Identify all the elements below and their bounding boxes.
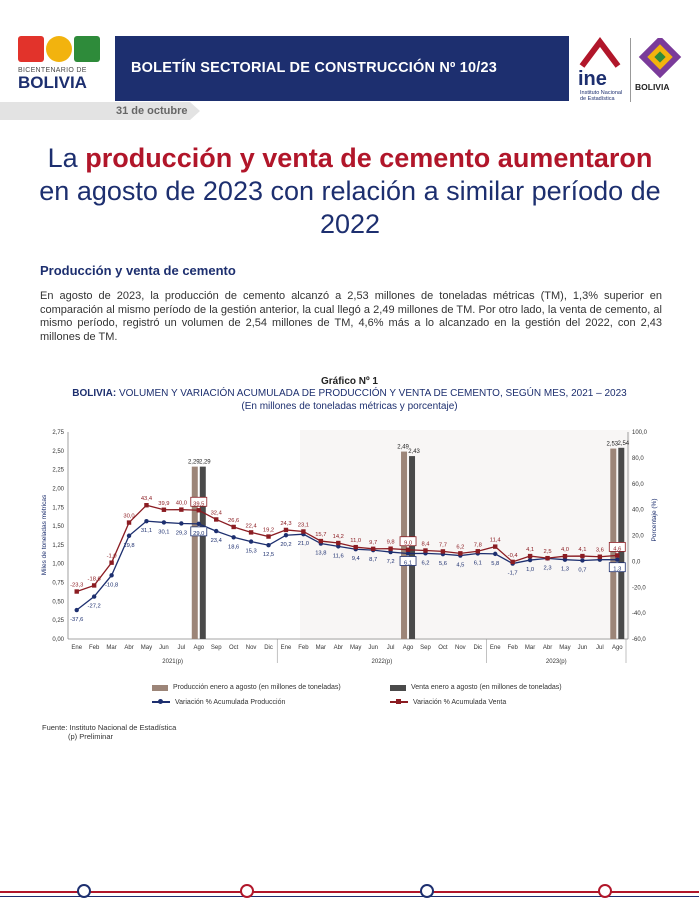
- y-left-tick-label: 0,00: [52, 637, 64, 643]
- legend-produccion-bar: [152, 684, 341, 691]
- footer-icon: [598, 884, 612, 898]
- x-tick-label: Ago: [611, 645, 623, 651]
- point-produccion: [162, 520, 166, 524]
- point-produccion: [528, 558, 532, 562]
- x-tick-label: Jul: [386, 645, 395, 651]
- point-venta: [284, 528, 288, 532]
- point-venta: [441, 549, 445, 553]
- x-tick-label: Sep: [420, 645, 431, 651]
- x-tick-label: Dic: [264, 645, 273, 651]
- x-tick-label: Oct: [228, 645, 239, 651]
- point-label-venta: 30,0: [123, 513, 135, 520]
- point-produccion: [580, 558, 584, 562]
- point-venta: [528, 554, 532, 558]
- y-left-tick-label: 1,75: [52, 505, 64, 512]
- legend-line-produccion: [152, 698, 170, 706]
- headline: [30, 142, 670, 241]
- legend-label: Variación % Acumulada Venta: [413, 698, 507, 706]
- bar-label-venta: 2,43: [408, 449, 420, 456]
- point-label-venta: 39,5: [193, 501, 205, 508]
- point-produccion: [266, 543, 270, 547]
- year-label: 2022(p): [371, 659, 393, 665]
- x-tick-label: Jul: [596, 645, 604, 651]
- point-label-venta: 8,4: [421, 541, 430, 548]
- point-venta: [231, 525, 235, 529]
- x-tick-label: Feb: [507, 645, 518, 651]
- point-venta: [458, 551, 462, 555]
- point-venta: [197, 508, 201, 512]
- legend-swatch-produccion: [152, 685, 168, 691]
- point-label-venta: 15,7: [315, 532, 327, 539]
- point-label-venta: 43,4: [140, 496, 153, 503]
- y-left-tick-label: 0,75: [52, 580, 64, 587]
- headline-highlight: producción y venta de cemento aumentaron: [85, 143, 653, 173]
- point-label-produccion: 4,5: [456, 562, 465, 569]
- publication-date: 31 de octubre: [116, 105, 188, 117]
- point-label-produccion: 6,2: [421, 560, 430, 567]
- source-note: [42, 723, 176, 741]
- point-label-produccion: 21,0: [297, 541, 310, 548]
- point-produccion: [284, 533, 288, 537]
- point-label-venta: 9,7: [369, 539, 378, 546]
- point-venta: [510, 560, 514, 564]
- point-label-produccion: 7,2: [386, 559, 395, 566]
- point-label-venta: 22,4: [245, 523, 257, 530]
- x-tick-label: Ene: [280, 645, 292, 651]
- ine-logo: [578, 36, 624, 102]
- point-produccion: [615, 557, 619, 561]
- bicentenario-logo: [18, 36, 106, 98]
- point-label-venta: 11,4: [489, 537, 501, 544]
- graph-number: Gráfico Nº 1: [320, 376, 378, 387]
- point-venta: [476, 549, 480, 553]
- year-label: 2021(p): [162, 659, 183, 665]
- point-produccion: [214, 529, 218, 533]
- bar-label-venta: 2,29: [198, 459, 211, 466]
- point-label-venta: 2,5: [543, 549, 552, 556]
- point-label-produccion: 29,0: [193, 530, 205, 537]
- x-tick-label: Sep: [210, 645, 222, 651]
- legend-venta-line: [390, 698, 506, 706]
- bolivia-emblem: [630, 38, 686, 102]
- legend-label: Venta enero a agosto (en millones de toneladas): [411, 684, 562, 691]
- logo-square-red: [18, 36, 44, 62]
- bar-venta: [200, 467, 206, 639]
- point-produccion: [127, 534, 131, 538]
- point-venta: [319, 539, 323, 543]
- point-label-venta: 39,9: [158, 500, 170, 507]
- point-venta: [336, 541, 340, 545]
- point-label-venta: 4,1: [526, 547, 535, 554]
- bar-produccion: [192, 467, 198, 639]
- point-label-venta: 7,7: [438, 542, 447, 549]
- point-label-produccion: 2,3: [543, 565, 552, 572]
- legend-produccion-line: [152, 698, 285, 706]
- footer-icon: [240, 884, 254, 898]
- y-right-tick-label: 0,0: [632, 559, 641, 566]
- y-right-tick-label: -20,0: [632, 585, 646, 592]
- point-label-produccion: 18,6: [228, 544, 240, 551]
- point-label-venta: 4,1: [578, 547, 587, 554]
- point-venta: [598, 555, 602, 559]
- point-venta: [127, 520, 131, 524]
- y-left-tick-label: 0,25: [52, 618, 64, 625]
- y-left-tick-label: 2,50: [52, 448, 64, 455]
- ine-subtitle: Instituto Nacional de Estadística: [580, 90, 623, 102]
- point-venta: [75, 589, 79, 593]
- y-right-tick-label: -60,0: [632, 637, 646, 643]
- point-label-venta: 9,0: [404, 540, 413, 547]
- bolivia-text: BOLIVIA: [635, 82, 670, 92]
- headline-part2: en agosto de 2023 con relación a similar período de 2022: [39, 176, 661, 239]
- graph-subtitle: (En millones de toneladas métricas y porcentaje): [241, 401, 458, 412]
- x-tick-label: Dic: [473, 645, 483, 651]
- logo-subtitle: BICENTENARIO DE: [18, 67, 87, 74]
- y-right-tick-label: 100,0: [632, 430, 648, 436]
- source-line: Fuente: Instituto Nacional de Estadística: [42, 723, 177, 732]
- y-right-axis-title: Porcentaje (%): [651, 498, 658, 542]
- bar-label-venta: 2,54: [617, 440, 630, 447]
- x-tick-label: May: [140, 645, 153, 651]
- legend-label: Variación % Acumulada Producción: [175, 698, 286, 706]
- point-produccion: [75, 608, 79, 612]
- y-right-tick-label: 80,0: [632, 455, 644, 462]
- point-venta: [144, 503, 148, 507]
- point-venta: [545, 556, 549, 560]
- y-right-tick-label: 60,0: [632, 481, 644, 488]
- y-left-tick-label: 2,00: [52, 486, 64, 493]
- point-label-produccion: 12,5: [262, 552, 275, 559]
- wiphala-icon: [635, 38, 685, 78]
- point-label-venta: -23,3: [70, 582, 84, 589]
- point-venta: [563, 554, 567, 558]
- point-produccion: [231, 535, 235, 539]
- graph-title: [0, 388, 699, 399]
- date-tab: [0, 102, 200, 120]
- graph-title-bold: BOLIVIA:: [72, 388, 117, 399]
- point-label-venta: 11,0: [350, 538, 362, 545]
- footer-line-blue: [0, 896, 699, 897]
- point-label-venta: 24,3: [280, 520, 292, 527]
- point-label-produccion: 1,3: [560, 566, 569, 573]
- x-tick-label: Oct: [438, 645, 448, 651]
- x-tick-label: May: [559, 645, 571, 651]
- point-label-produccion: 6,1: [473, 560, 482, 567]
- point-label-venta: 32,4: [210, 510, 222, 517]
- point-label-produccion: 1,0: [526, 567, 535, 574]
- legend-label: Producción enero a agosto (en millones de toneladas): [173, 684, 341, 691]
- x-tick-label: Abr: [542, 645, 553, 651]
- bar-label-produccion: 2,49: [397, 444, 409, 451]
- background-photo: [297, 430, 630, 640]
- graph-title-rest: VOLUMEN Y VARIACIÓN ACUMULADA DE PRODUCCIÓN Y VENTA DE CEMENTO, SEGÚN MES, 2021 – 2023: [116, 388, 627, 399]
- point-produccion: [92, 594, 96, 598]
- x-tick-label: Jun: [577, 645, 588, 651]
- point-label-produccion: 9,4: [351, 556, 360, 563]
- x-tick-label: Jun: [368, 645, 378, 651]
- point-label-produccion: 11,6: [332, 553, 344, 560]
- point-label-produccion: 20,2: [280, 542, 292, 549]
- point-label-venta: 4,6: [613, 546, 622, 553]
- point-label-produccion: -1,7: [507, 570, 518, 577]
- x-tick-label: Jun: [159, 645, 169, 651]
- point-produccion: [406, 551, 410, 555]
- point-venta: [388, 546, 392, 550]
- point-label-venta: -18,6: [87, 576, 101, 583]
- point-label-produccion: 30,1: [158, 529, 170, 536]
- point-venta: [214, 517, 218, 521]
- point-label-venta: 14,2: [332, 534, 344, 541]
- section-title: Producción y venta de cemento: [40, 263, 236, 278]
- point-label-produccion: 23,4: [210, 538, 222, 545]
- point-label-produccion: 19,8: [123, 542, 135, 549]
- y-left-axis-title: Miles de toneladas métricas: [41, 494, 48, 576]
- x-tick-label: Mar: [315, 645, 327, 651]
- point-label-produccion: 5,8: [491, 560, 500, 567]
- point-label-venta: -1,0: [106, 553, 117, 560]
- point-label-venta: 40,0: [175, 500, 187, 507]
- year-label: 2023(p): [545, 659, 567, 665]
- cement-chart: [0, 410, 699, 680]
- y-right-tick-label: 40,0: [632, 507, 644, 514]
- point-label-produccion: 0,7: [578, 567, 587, 574]
- point-label-produccion: 29,3: [175, 530, 187, 537]
- point-venta: [580, 554, 584, 558]
- x-tick-label: Jul: [177, 645, 186, 651]
- y-left-tick-label: 1,00: [52, 561, 64, 568]
- point-label-venta: 23,1: [297, 522, 310, 529]
- point-label-produccion: 13,8: [315, 550, 327, 557]
- ine-text: ine: [578, 68, 607, 90]
- point-label-produccion: 5,6: [438, 561, 447, 568]
- x-tick-label: Feb: [298, 645, 309, 651]
- x-tick-label: Abr: [333, 645, 343, 651]
- point-label-produccion: -10,8: [104, 582, 119, 589]
- footer-icon: [420, 884, 434, 898]
- bulletin-title: BOLETÍN SECTORIAL DE CONSTRUCCIÓN Nº 10/23: [131, 60, 498, 76]
- point-label-venta: 6,2: [456, 544, 465, 551]
- x-tick-label: Mar: [524, 645, 536, 651]
- legend-swatch-venta: [390, 685, 406, 691]
- point-label-produccion: -37,6: [70, 617, 84, 624]
- x-tick-label: Ago: [193, 645, 205, 651]
- y-left-tick-label: 1,50: [52, 524, 64, 531]
- point-produccion: [179, 521, 183, 525]
- point-label-produccion: -27,2: [87, 603, 101, 610]
- point-produccion: [493, 552, 497, 556]
- headline-part1: La: [47, 143, 86, 173]
- point-label-venta: 7,8: [473, 542, 482, 549]
- x-tick-label: Mar: [106, 645, 117, 651]
- point-venta: [92, 583, 96, 587]
- point-venta: [371, 547, 375, 551]
- x-tick-label: Ago: [402, 645, 414, 651]
- point-label-produccion: 15,3: [245, 548, 257, 555]
- point-label-venta: 3,6: [595, 547, 604, 554]
- legend-line-venta: [390, 698, 408, 706]
- header-bar: [115, 36, 569, 101]
- point-produccion: [144, 519, 148, 523]
- point-venta: [249, 530, 253, 534]
- x-tick-label: Feb: [88, 645, 100, 651]
- y-left-tick-label: 0,50: [52, 599, 64, 606]
- point-venta: [162, 508, 166, 512]
- legend-venta-bar: [390, 684, 562, 691]
- x-tick-label: May: [350, 645, 362, 651]
- point-produccion: [197, 522, 201, 526]
- footer-line-red: [0, 891, 699, 893]
- point-label-venta: 4,0: [560, 547, 569, 554]
- x-tick-label: Ene: [489, 645, 501, 651]
- point-label-produccion: 8,7: [369, 557, 378, 564]
- section-paragraph: En agosto de 2023, la producción de cemento alcanzó a 2,53 millones de toneladas métricas (TM), 1,3% superior en comparación al mismo período de la gestión anterior, la cual llegó a 2,49 millones de TM. Por otro lado, la venta de cemento, al mismo período, registró un volumen de 2,54 millones de TM, 4,6% más a lo alcanzado en la gestión del 2022, con 2,43 millones de TM.: [40, 290, 662, 343]
- point-venta: [615, 553, 619, 557]
- point-label-produccion: 31,1: [140, 528, 153, 535]
- point-label-produccion: 6,1: [404, 560, 413, 567]
- point-label-venta: 9,8: [386, 539, 395, 546]
- point-produccion: [109, 573, 113, 577]
- preliminary-note: (p) Preliminar: [68, 732, 114, 741]
- point-venta: [493, 544, 497, 548]
- y-left-tick-label: 1,25: [52, 542, 64, 549]
- x-tick-label: Nov: [455, 645, 466, 651]
- point-venta: [354, 545, 358, 549]
- point-label-produccion: 1,3: [613, 566, 622, 573]
- x-tick-label: Nov: [245, 645, 257, 651]
- point-venta: [266, 534, 270, 538]
- x-tick-label: Ene: [71, 645, 83, 651]
- y-left-tick-label: 2,75: [52, 430, 64, 436]
- y-left-tick-label: 2,25: [52, 467, 64, 474]
- point-venta: [423, 548, 427, 552]
- point-label-venta: 19,2: [262, 527, 275, 534]
- y-right-tick-label: 20,0: [632, 533, 644, 540]
- ine-mountain-icon: [578, 36, 624, 68]
- logo-title: BOLIVIA: [18, 73, 87, 92]
- logo-square-green: [74, 36, 100, 62]
- point-venta: [406, 548, 410, 552]
- x-tick-label: Abr: [124, 645, 134, 651]
- footer-icon: [77, 884, 91, 898]
- point-label-venta: -0,4: [507, 552, 518, 559]
- point-venta: [109, 560, 113, 564]
- y-right-tick-label: -40,0: [632, 611, 646, 618]
- point-venta: [179, 507, 183, 511]
- bar-label-produccion: 2,53: [606, 441, 619, 448]
- point-venta: [301, 529, 305, 533]
- point-label-venta: 26,6: [228, 517, 240, 524]
- point-produccion: [249, 539, 253, 543]
- bar-label-produccion: 2,29: [187, 459, 200, 466]
- logo-square-yellow: [46, 36, 72, 62]
